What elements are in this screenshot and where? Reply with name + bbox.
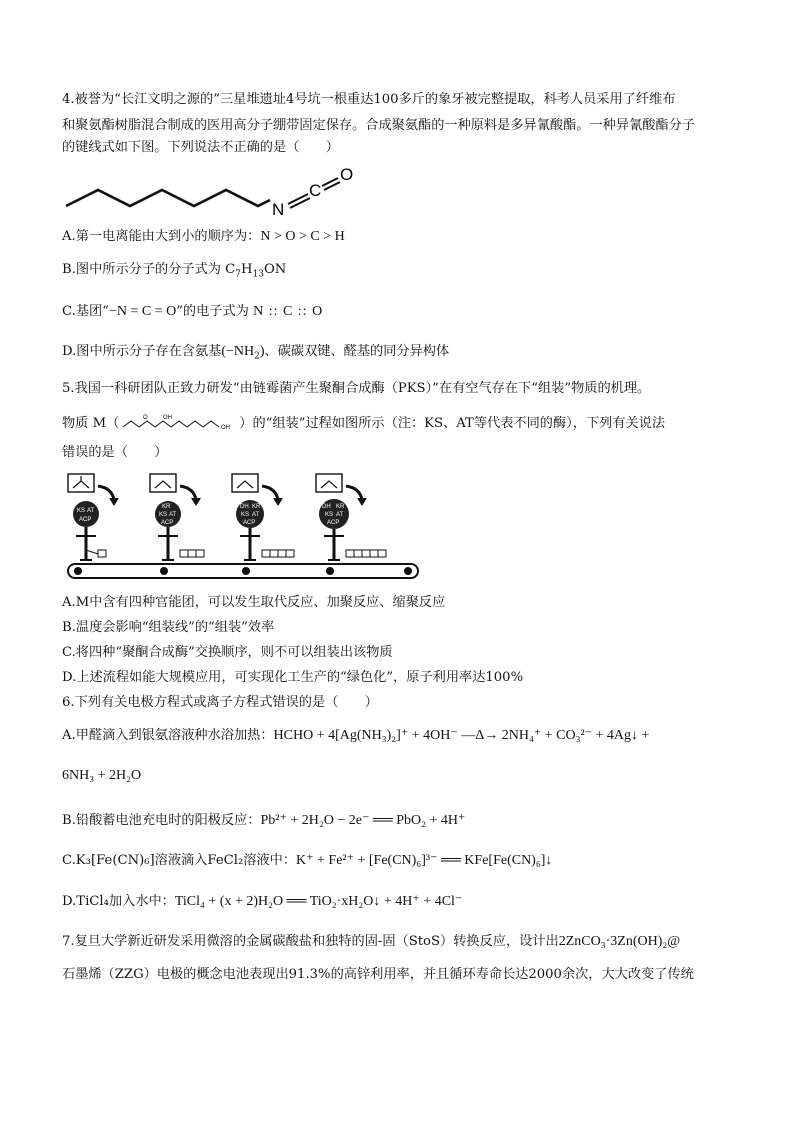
- gear-label-acp: ACP: [327, 520, 340, 526]
- q6-option-a-continued: 6NH₃ + 2H₂O: [62, 768, 142, 783]
- atom-n-label: N: [272, 200, 285, 219]
- assembly-station-4: [316, 474, 386, 560]
- gear-label-ks: KS: [241, 512, 250, 518]
- q6-option-b: B.铅酸蓄电池充电时的阳极反应：Pb²⁺ + 2H₂O − 2e⁻ ══ PbO₂ + 4H⁺: [62, 813, 466, 828]
- q4-stem-line1: 4.被誉为“长江文明之源的”三星堆遗址4号坑一根重达100多斤的象牙被完整提取，科考人员采用了纤维布: [62, 92, 676, 107]
- gear-label-ks: KS: [77, 508, 86, 514]
- gear-label-acp: ACP: [161, 520, 174, 526]
- q5-option-a: A.M中含有四种官能团，可以发生取代反应、加聚反应、缩聚反应: [62, 595, 446, 610]
- molecule-m-structure: [119, 413, 239, 431]
- q4-option-a: A.第一电离能由大到小的顺序为：N > O > C > H: [62, 229, 345, 244]
- q6-option-a-equation: HCHO + 4[Ag(NH₃)₂]⁺ + 4OH⁻ —Δ→ 2NH₄⁺ + CO₃²⁻ + 4Ag↓ +: [273, 728, 650, 743]
- gear-label-at: AT: [87, 508, 95, 514]
- gear-label-dh: DH: [240, 504, 249, 510]
- q5-stem-line3: 错误的是（ ）: [62, 445, 168, 460]
- q6-option-a: A.甲醛滴入到银氨溶液种水浴加热：HCHO + 4[Ag(NH₃)₂]⁺ + 4OH⁻ —Δ→ 2NH₄⁺ + CO₃²⁻ + 4Ag↓ +: [62, 728, 650, 743]
- gear-label-acp: ACP: [243, 520, 256, 526]
- q5-option-b: B.温度会影响“组装线”的“组装”效率: [62, 620, 275, 635]
- q5-option-c: C.将四种“聚酮合成酶”交换顺序，则不可以组装出该物质: [62, 645, 393, 660]
- electron-formula: N :: C :: O: [253, 304, 324, 319]
- q4-option-b: B.图中所示分子的分子式为 $C_7H_{13}ON$: [62, 262, 287, 280]
- gear-label-at: AT: [169, 512, 177, 518]
- q7-stem-line1: 7.复旦大学新近研发采用微溶的金属碳酸盐和独特的固-固（StoS）转换反应，设计出2ZnCO₃·3Zn(OH)₂@: [62, 934, 681, 949]
- gear-label-acp: ACP: [79, 517, 92, 523]
- q6-option-d: D.TiCl₄加入水中：TiCl₄ + (x + 2)H₂O ══ TiO₂·xH₂O↓ + 4H⁺ + 4Cl⁻: [62, 894, 463, 909]
- atom-o-label: O: [340, 165, 354, 184]
- assembly-station-1: [68, 474, 119, 560]
- gear-label-dh: DH: [322, 504, 331, 510]
- gear-label-ks: KS: [159, 512, 168, 518]
- assembly-station-3: [232, 474, 294, 560]
- mol-o-label: O: [143, 415, 148, 421]
- gear-label-kr: KR: [252, 504, 261, 510]
- gear-label-ks: KS: [325, 512, 334, 518]
- q4-stem-line2: 和聚氨酯树脂混合制成的医用高分子绷带固定保存。合成聚氨酯的一种原料是多异氰酸酯。一种异氰酸酯分子: [62, 118, 695, 133]
- q6-option-c: C.K₃[Fe(CN)₆]溶液滴入FeCl₂溶液中：K⁺ + Fe²⁺ + [Fe(CN)₆]³⁻ ══ KFe[Fe(CN)₆]↓: [62, 853, 553, 868]
- gear-label-kr: KR: [336, 504, 345, 510]
- q7-stem-line2: 石墨烯（ZZG）电极的概念电池表现出91.3%的高锌利用率，并且循环寿命长达2000余次，大大改变了传统: [62, 967, 694, 982]
- q4-stem-line3: 的键线式如下图。下列说法不正确的是（ ）: [62, 140, 339, 155]
- pks-assembly-line-diagram: [64, 470, 424, 582]
- gear-label-at: AT: [252, 512, 260, 518]
- isocyanate-structure: [62, 162, 372, 222]
- q4-option-d: D.图中所示分子存在含氨基$(-NH_2)$、碳碳双键、醛基的同分异构体: [62, 344, 450, 362]
- gear-label-kr: KR: [162, 504, 171, 510]
- mol-oh-label-2: OH: [221, 425, 231, 431]
- assembly-station-2: [150, 474, 204, 560]
- gear-label-at: AT: [336, 512, 344, 518]
- q5-option-d: D.上述流程如能大规模应用，可实现化工生产的“绿色化”，原子利用率达100%: [62, 670, 524, 685]
- q4-option-c: C.基团“−N = C = O”的电子式为 N :: C :: O: [62, 304, 324, 319]
- atom-c-label: C: [309, 181, 322, 200]
- q6-stem: 6.下列有关电极方程式或离子方程式错误的是（ ）: [62, 695, 378, 710]
- q5-stem-line2: 物质 M（ O OH OH ）的“组装”过程如图所示（注：KS、AT等代表不同的酶），下列有关说法: [62, 415, 666, 431]
- q5-stem-line1: 5.我国一科研团队正致力研发“由链霉菌产生聚酮合成酶（PKS）”在有空气存在下“组装”物质的机理。: [62, 381, 651, 396]
- mol-oh-label-1: OH: [163, 415, 173, 421]
